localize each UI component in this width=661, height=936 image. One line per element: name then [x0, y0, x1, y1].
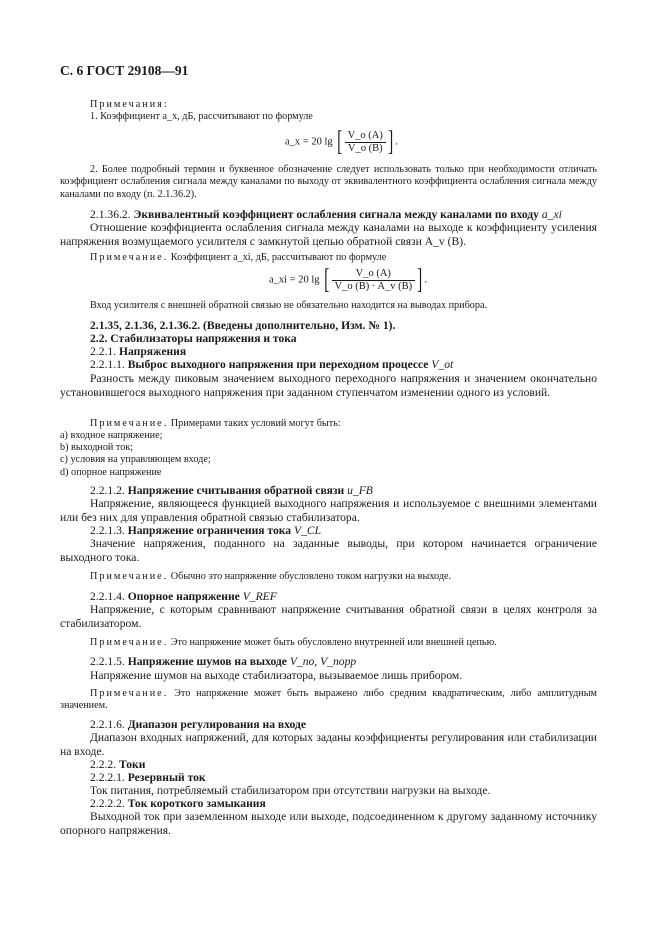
- section-2-2-1-4-heading: 2.2.1.4. Опорное напряжение V_REF: [90, 590, 277, 603]
- formula-ax: a_x = 20 lg [ $\frac{V\_o (A)}{V\_o (B)}$ ] .: [285, 126, 398, 157]
- section-2-1-36-2-note: Примечание. Коэффициент a_xi, дБ, рассчитывают по формуле: [90, 252, 387, 263]
- conditions-list: [60, 430, 597, 479]
- section-2-2-1-4-note: Примечание. Это напряжение может быть обусловлено внутренней или внешней цепью.: [90, 637, 497, 648]
- section-2-2-2-2-body: Выходной ток при заземленном выходе или выходе, подсоединенном к другому заданному источнику опорного напряжения.: [60, 810, 597, 837]
- note-2: 2. Более подробный термин и буквенное обозначение следует использовать только при необходимости отличать коэффициент ослабления сигнала между каналами по выходу от эквивалентного коэффициента ослабления сигнала между каналами по входу (п. 2.1.36.2).: [60, 164, 597, 200]
- section-2-2-2-2-heading: 2.2.2.2. Ток короткого замыкания: [90, 797, 266, 810]
- section-2-2-1-3-note: Примечание. Обычно это напряжение обусловлено током нагрузки на выходе.: [90, 571, 452, 582]
- section-2-2-1-2-body: Напряжение, являющееся функцией выходного напряжения и используемое с внешними элементами или без них для управления обратной связью стабилизатора.: [60, 497, 597, 524]
- note-1: 1. Коэффициент a_x, дБ, рассчитывают по формуле: [90, 111, 313, 122]
- list-item: b) выходной ток;: [60, 442, 134, 454]
- section-2-2-2-1-body: Ток питания, потребляемый стабилизатором при отсутствии нагрузки на выходе.: [90, 784, 491, 797]
- section-2-2-2-1-heading: 2.2.2.1. Резервный ток: [90, 771, 206, 784]
- list-item: a) входное напряжение;: [60, 430, 163, 441]
- section-2-1-36-2-note2: Вход усилителя с внешней обратной связью не обязательно находится на выводах прибора.: [90, 300, 488, 311]
- section-2-2-1-1-body: Разность между пиковым значением выходного переходного напряжения и значением окончательно установившегося выходного напряжения при заданном ступенчатом изменении одного из условий.: [60, 372, 597, 399]
- section-2-2-1-2-heading: 2.2.1.2. Напряжение считывания обратной связи u_FB: [90, 484, 373, 497]
- section-2-2-1-3-body: Значение напряжения, поданного на заданные выводы, при котором начинается ограничение выходного тока.: [60, 537, 597, 564]
- section-2-2-1-1-note: Примечание. Примерами таких условий могут быть:: [90, 418, 341, 429]
- formula-axi: a_xi = 20 lg [ $\frac{V\_o (A)}{V\_o (B) \cdot A\_v (B)}$ ] .: [269, 264, 428, 295]
- page-header: С. 6 ГОСТ 29108—91: [60, 63, 189, 78]
- section-2-1-36-2-heading: 2.1.36.2. Эквивалентный коэффициент ослабления сигнала между каналами по входу a_xi: [90, 208, 562, 221]
- section-2-2-1-6-heading: 2.2.1.6. Диапазон регулирования на входе: [90, 718, 306, 731]
- section-2-2-1-4-body: Напряжение, с которым сравнивают напряжение считывания обратной связи в целях контроля за стабилизатором.: [60, 603, 597, 630]
- section-2-2-2-heading: 2.2.2. Токи: [90, 758, 146, 771]
- section-2-2-1-3-heading: 2.2.1.3. Напряжение ограничения тока V_CL: [90, 524, 322, 537]
- section-2-1-36-2-body: Отношение коэффициента ослабления сигнала между каналами на выходе к коэффициенту усиления напряжения возмущаемого усилителя с замкнутой цепью обратной связи A_v (B).: [60, 221, 597, 248]
- notes-title: Примечания:: [90, 99, 169, 110]
- section-2-2-1-6-body: Диапазон входных напряжений, для которых заданы коэффициенты регулирования или стабилизации на входе.: [60, 731, 597, 758]
- list-item: c) условия на управляющем входе;: [60, 454, 211, 466]
- section-2-2-heading: 2.2. Стабилизаторы напряжения и тока: [90, 332, 297, 345]
- section-2-2-1-5-body: Напряжение шумов на выходе стабилизатора, вызываемое лишь прибором.: [90, 669, 463, 682]
- amendment-note: 2.1.35, 2.1.36, 2.1.36.2. (Введены дополнительно, Изм. № 1).: [90, 319, 396, 332]
- list-item: d) опорное напряжение: [60, 466, 162, 478]
- section-2-2-1-5-heading: 2.2.1.5. Напряжение шумов на выходе V_no, V_nopp: [90, 655, 357, 668]
- section-2-2-1-1-heading: 2.2.1.1. Выброс выходного напряжения при переходном процессе V_ot: [90, 358, 454, 371]
- section-2-2-1-heading: 2.2.1. Напряжения: [90, 345, 187, 358]
- section-2-2-1-5-note: Примечание. Это напряжение может быть выражено либо средним квадратическим, либо амплитудным значением.: [60, 688, 598, 712]
